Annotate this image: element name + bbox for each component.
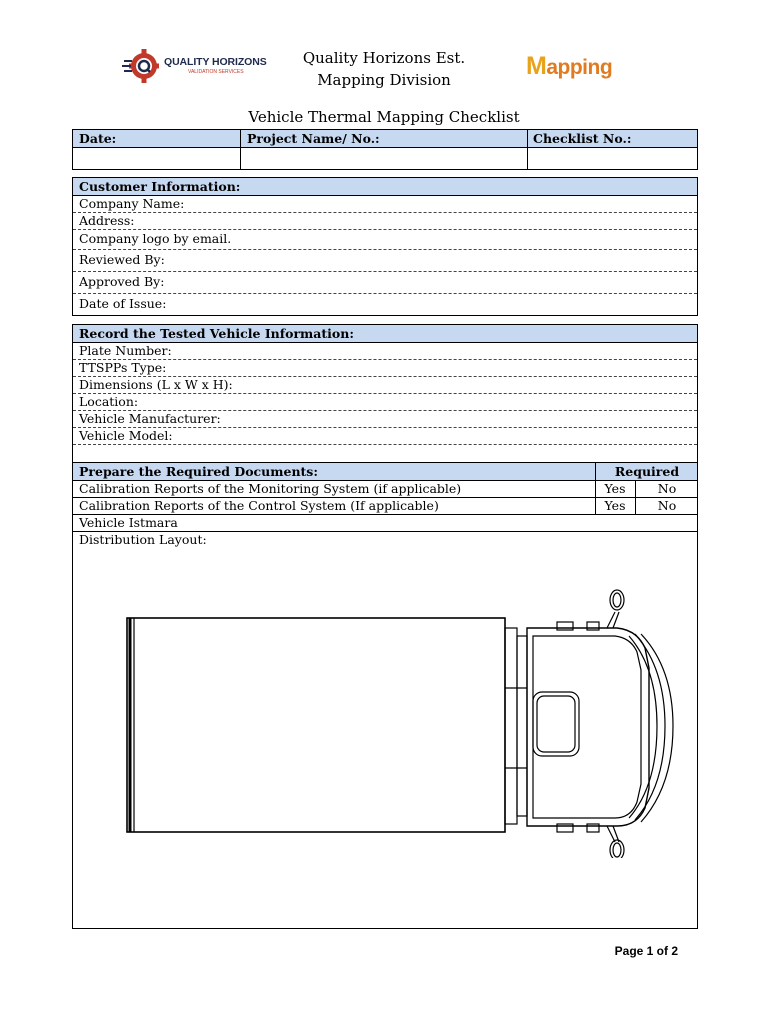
customer-heading: Customer Information:	[73, 178, 697, 196]
mapping-logo-text: apping	[546, 56, 613, 79]
mapping-logo-m: M	[526, 52, 547, 80]
company-name: Quality Horizons Est.	[302, 49, 466, 67]
blank-row	[73, 445, 697, 462]
checklist-label: Checklist No.:	[533, 131, 632, 146]
no-option-monitoring[interactable]: No	[657, 481, 677, 496]
address-field[interactable]: Address:	[73, 213, 697, 230]
dimensions-field[interactable]: Dimensions (L x W x H):	[73, 377, 697, 394]
reviewed-by-field[interactable]: Reviewed By:	[73, 250, 697, 272]
distribution-layout-area	[73, 532, 697, 928]
project-label: Project Name/ No.:	[247, 131, 380, 146]
logo-left-subtext: VALIDATION SERVICES	[188, 69, 244, 75]
vehicle-heading: Record the Tested Vehicle Information:	[73, 325, 697, 343]
page-number: Page 1 of 2	[614, 944, 678, 958]
customer-info-table	[72, 177, 698, 316]
approved-by-field[interactable]: Approved By:	[73, 272, 697, 294]
yes-option-monitoring[interactable]: Yes	[604, 481, 626, 496]
checklist-field[interactable]	[528, 148, 697, 170]
documents-table	[72, 462, 698, 929]
gear-logo-icon	[122, 48, 164, 84]
documents-heading-row	[73, 463, 697, 481]
yes-option-control[interactable]: Yes	[604, 498, 626, 513]
company-logo-field[interactable]: Company logo by email.	[73, 230, 697, 250]
truck-top-view-diagram	[117, 588, 677, 858]
required-label: Required	[614, 464, 680, 479]
doc-row-control	[73, 498, 697, 515]
date-label: Date:	[79, 131, 117, 146]
istmara-row[interactable]: Vehicle Istmara	[73, 515, 697, 532]
documents-heading: Prepare the Required Documents:	[79, 464, 318, 479]
date-field[interactable]	[73, 148, 240, 170]
project-info-table	[72, 129, 698, 170]
project-field[interactable]	[241, 148, 527, 170]
company-name-field[interactable]: Company Name:	[73, 196, 697, 213]
date-of-issue-field[interactable]: Date of Issue:	[79, 296, 167, 311]
doc-label-control: Calibration Reports of the Control System (If applicable)	[79, 498, 439, 513]
ttspps-type-field[interactable]: TTSPPs Type:	[73, 360, 697, 377]
quality-horizons-logo	[122, 48, 272, 84]
logo-left-text: QUALITY HORIZONS	[164, 56, 267, 68]
vehicle-info-table	[72, 324, 698, 462]
no-option-control[interactable]: No	[657, 498, 677, 513]
manufacturer-field[interactable]: Vehicle Manufacturer:	[73, 411, 697, 428]
document-title: Vehicle Thermal Mapping Checklist	[248, 108, 520, 126]
division-name: Mapping Division	[317, 71, 451, 89]
doc-label-monitoring: Calibration Reports of the Monitoring System (if applicable)	[79, 481, 462, 496]
doc-row-monitoring	[73, 481, 697, 498]
vehicle-model-field[interactable]: Vehicle Model:	[73, 428, 697, 445]
plate-number-field[interactable]: Plate Number:	[73, 343, 697, 360]
company-header	[270, 47, 498, 91]
distribution-layout-label: Distribution Layout:	[79, 532, 207, 547]
location-field[interactable]: Location:	[73, 394, 697, 411]
mapping-logo	[526, 52, 612, 81]
